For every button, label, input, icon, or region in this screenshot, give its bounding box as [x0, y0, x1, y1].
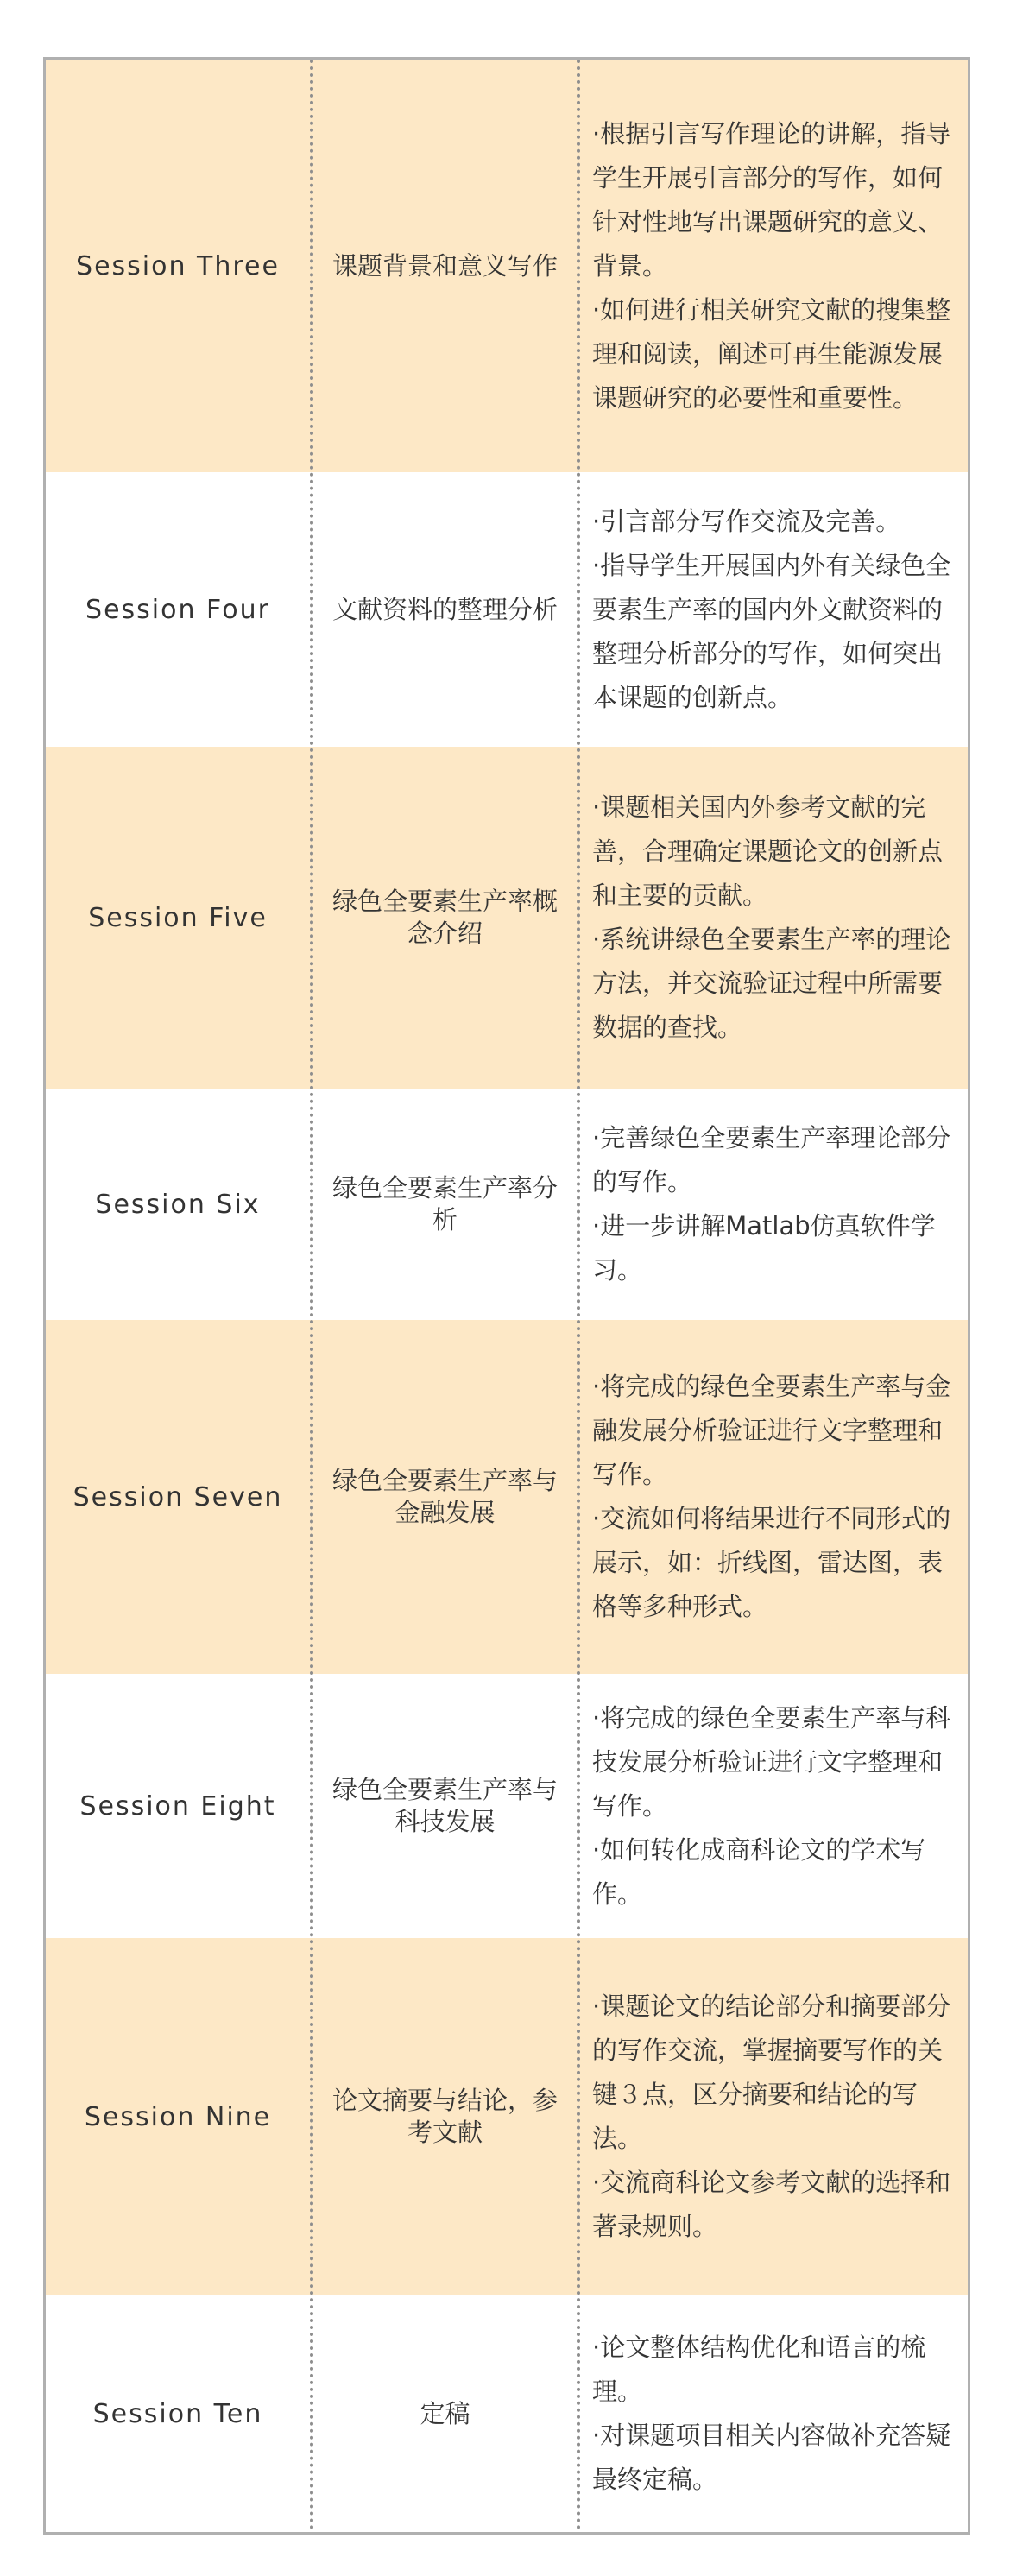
table-row [46, 1674, 968, 1938]
session-content [580, 472, 968, 747]
session-name: Session Eight [79, 1790, 276, 1822]
session-content [580, 60, 968, 472]
table-row [46, 2295, 968, 2532]
content-item: ·将完成的绿色全要素生产率与金融发展分析验证进行文字整理和写作。 [592, 1372, 951, 1489]
content-item: ·系统讲绿色全要素生产率的理论方法，并交流验证过程中所需要数据的查找。 [592, 925, 951, 1042]
table-row [46, 747, 968, 1089]
session-topic: 绿色全要素生产率分析 [332, 1173, 559, 1234]
session-topic: 文献资料的整理分析 [332, 594, 559, 624]
content-item: ·引言部分写作交流及完善。 [592, 506, 901, 536]
content-item: ·指导学生开展国内外有关绿色全要素生产率的国内外文献资料的整理分析部分的写作，如何突出本课题的创新点。 [592, 550, 951, 712]
session-name: Session Seven [73, 1481, 283, 1512]
content-item: ·课题相关国内外参考文献的完善，合理确定课题论文的创新点和主要的贡献。 [592, 792, 944, 910]
session-content [580, 747, 968, 1089]
content-item: ·完善绿色全要素生产率理论部分的写作。 [592, 1123, 951, 1196]
content-item: ·对课题项目相关内容做补充答疑最终定稿。 [592, 2421, 951, 2494]
table-row [46, 1938, 968, 2295]
content-item: ·如何进行相关研究文献的搜集整理和阅读，阐述可再生能源发展课题研究的必要性和重要性。 [592, 294, 951, 413]
table-row [46, 1320, 968, 1674]
session-content [580, 1938, 968, 2295]
content-item: ·如何转化成商科论文的学术写作。 [592, 1834, 926, 1909]
column-divider [310, 60, 313, 2532]
content-item: ·交流如何将结果进行不同形式的展示，如：折线图，雷达图，表格等多种形式。 [592, 1504, 951, 1621]
session-content [580, 1320, 968, 1674]
session-topic: 绿色全要素生产率概念介绍 [332, 887, 559, 948]
session-topic: 课题背景和意义写作 [332, 250, 559, 281]
session-content [580, 2295, 968, 2532]
content-item: ·论文整体结构优化和语言的梳理。 [592, 2333, 926, 2406]
session-content [580, 1674, 968, 1938]
content-item: ·将完成的绿色全要素生产率与科技发展分析验证进行文字整理和写作。 [592, 1702, 951, 1821]
session-name: Session Ten [92, 2398, 263, 2429]
content-item: ·进一步讲解Matlab仿真软件学习。 [592, 1211, 936, 1285]
session-name: Session Six [95, 1189, 261, 1220]
table-row [46, 60, 968, 472]
session-name: Session Four [85, 594, 270, 625]
content-item: ·课题论文的结论部分和摘要部分的写作交流，掌握摘要写作的关键３点，区分摘要和结论的写法。 [592, 1992, 951, 2153]
session-table [43, 57, 970, 2535]
session-topic: 绿色全要素生产率与科技发展 [332, 1775, 559, 1836]
session-topic: 论文摘要与结论，参考文献 [332, 2086, 559, 2147]
session-topic: 绿色全要素生产率与金融发展 [332, 1466, 559, 1527]
session-name: Session Nine [84, 2101, 272, 2132]
session-name: Session Five [88, 902, 268, 933]
session-name: Session Three [76, 250, 280, 281]
session-content [580, 1089, 968, 1320]
content-item: ·交流商科论文参考文献的选择和著录规则。 [592, 2168, 951, 2241]
content-item: ·根据引言写作理论的讲解，指导学生开展引言部分的写作，如何针对性地写出课题研究的意义、背景。 [592, 118, 951, 281]
table-row [46, 1089, 968, 1320]
column-divider [577, 60, 580, 2532]
session-topic: 定稿 [420, 2398, 470, 2428]
table-row [46, 472, 968, 747]
